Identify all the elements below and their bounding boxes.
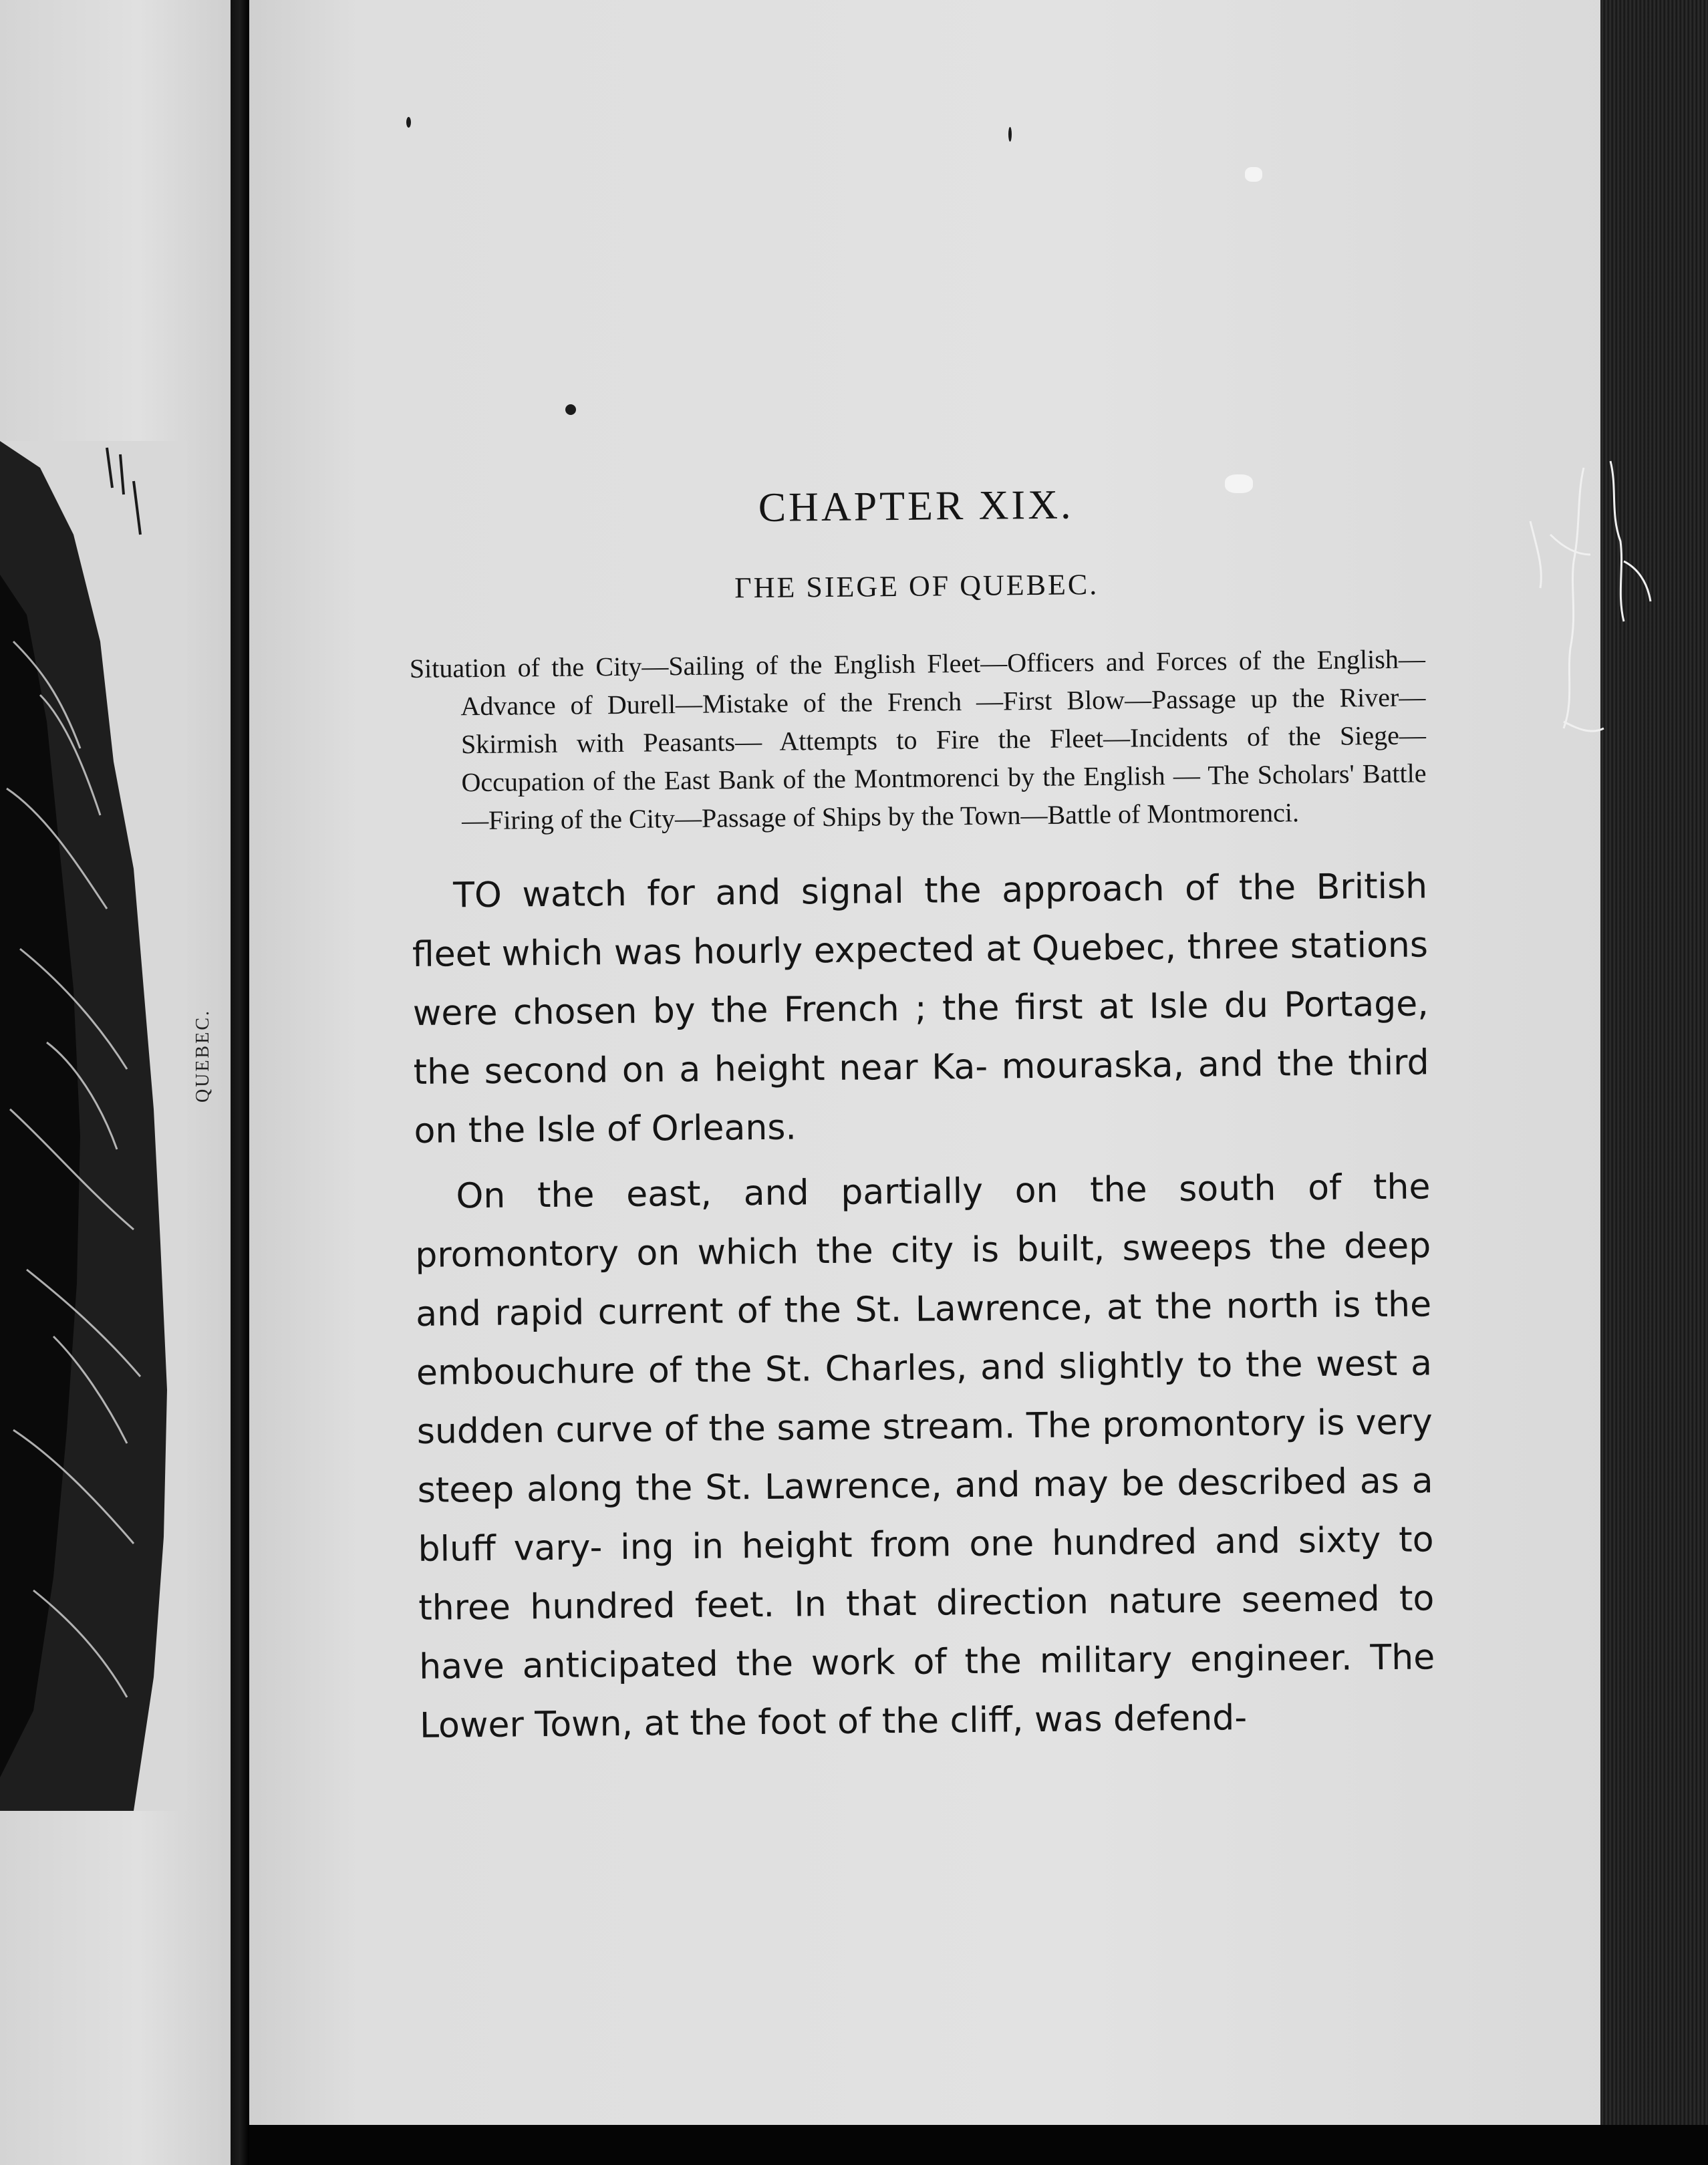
ink-speck bbox=[1008, 127, 1012, 142]
chapter-synopsis: Situation of the City—Sailing of the English Fleet—Officers and Forces of the English—Advance of Durell—Mistake of the French —First Blow—Passage up the River—Skirmish with Peasants— Attempts to Fire the Fleet—Incidents of the Siege—Occupation of the East Bank of the Montmorenci by the English — The Scholars' Battle—Firing of the City—Passage of Ships by the Town—Battle of Montmorenci. bbox=[409, 643, 1427, 836]
paragraph: TO watch for and signal the approach of the British fleet which was hourly expected at Quebec, three stations were chosen by the French ; the first at Isle du Portage, the second on a height near Ka- mouraska, and the third on the Isle of Orleans. bbox=[412, 866, 1429, 1151]
left-page-plate bbox=[0, 0, 231, 2165]
engraving-illustration bbox=[0, 441, 187, 1811]
chapter-title: ΓHE SIEGE OF QUEBEC. bbox=[734, 568, 1099, 605]
paper-flaw bbox=[1245, 167, 1262, 182]
ink-speck bbox=[565, 404, 576, 415]
book-gutter bbox=[231, 0, 249, 2165]
paragraph: On the east, and partially on the south of the promontory on which the city is built, sweeps the deep and rapid current of the St. Lawrence, at the north is the embouchure of the St. Charles, and slightly to the west a sudden curve of the same stream. The promontory is very steep along the St. Lawrence, and may be described as a bluff vary- ing in height from one hundred and sixty to three hundred feet. In that direction nature seemed to have anticipated the work of the military engineer. The Lower Town, at the foot of the cliff, was defend- bbox=[415, 1167, 1435, 1746]
plate-caption: QUEBEC. bbox=[192, 1009, 213, 1103]
page-content bbox=[408, 458, 1435, 1755]
ink-speck bbox=[406, 117, 411, 128]
page-edges bbox=[1600, 0, 1708, 2165]
edge-scribble bbox=[1510, 454, 1708, 748]
chapter-heading: CHAPTER XIX. bbox=[758, 482, 1074, 531]
body-text bbox=[412, 857, 1436, 1755]
scan-border bbox=[249, 2125, 1708, 2165]
